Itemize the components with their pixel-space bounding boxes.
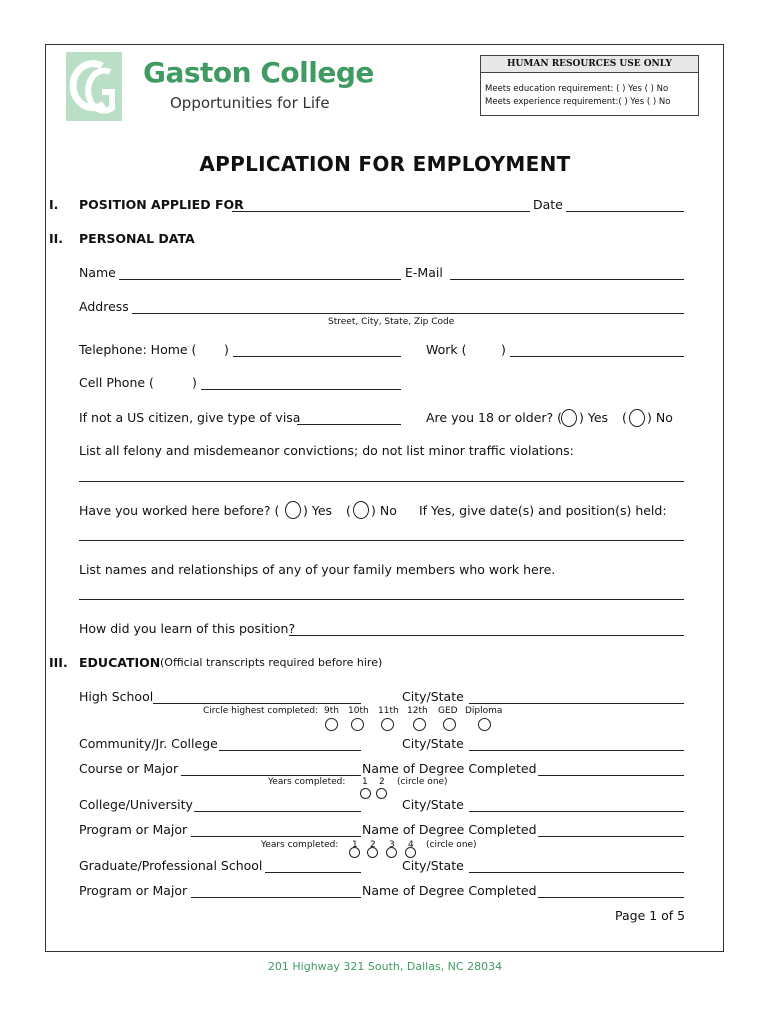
hr-use-only-box — [480, 55, 699, 116]
date-field[interactable] — [566, 211, 684, 212]
prior-employment-field[interactable] — [79, 540, 684, 541]
date-label: Date — [533, 197, 563, 212]
cell-phone-label: Cell Phone ( — [79, 375, 154, 390]
graduate-school-label: Graduate/Professional School — [79, 858, 263, 873]
high-school-field[interactable] — [153, 703, 361, 704]
univ-year-4-radio[interactable] — [405, 847, 416, 858]
grade-12th-radio[interactable] — [413, 718, 426, 731]
grade-11th-label: 11th — [378, 706, 399, 716]
email-label: E-Mail — [405, 265, 443, 280]
univ-year-1-radio[interactable] — [349, 847, 360, 858]
page-number: Page 1 of 5 — [615, 908, 686, 923]
personal-data-label: PERSONAL DATA — [79, 231, 195, 246]
cc-year-2-label: 2 — [379, 777, 385, 787]
age-no-open-paren: ( — [622, 410, 627, 425]
univ-year-2-label: 2 — [370, 840, 376, 850]
page-border — [45, 44, 724, 952]
univ-year-2-radio[interactable] — [367, 847, 378, 858]
worked-no-label: ) No — [371, 503, 397, 518]
univ-year-1-label: 1 — [352, 840, 358, 850]
cc-year-2-radio[interactable] — [376, 788, 387, 799]
grade-10th-label: 10th — [348, 706, 369, 716]
felony-label: List all felony and misdemeanor convictions; do not list minor traffic violations: — [79, 443, 574, 458]
circle-highest-label: Circle highest completed: — [203, 706, 319, 716]
course-major-field[interactable] — [181, 775, 361, 776]
grad-program-major-label: Program or Major — [79, 883, 188, 898]
cell-phone-field[interactable] — [201, 389, 401, 390]
grade-11th-radio[interactable] — [381, 718, 394, 731]
program-major-label: Program or Major — [79, 822, 188, 837]
univ-year-3-label: 3 — [389, 840, 395, 850]
section-2-number: II. — [49, 231, 64, 246]
work-phone-close-paren: ) — [501, 342, 506, 357]
univ-year-4-label: 4 — [408, 840, 414, 850]
age-no-radio[interactable] — [629, 409, 645, 427]
cc-years-label: Years completed: — [268, 777, 346, 787]
work-phone-field[interactable] — [510, 356, 684, 357]
grade-diploma-label: Diploma — [465, 706, 503, 716]
learn-position-label: How did you learn of this position? — [79, 621, 296, 636]
form-title: APPLICATION FOR EMPLOYMENT — [199, 152, 571, 176]
family-members-field[interactable] — [79, 599, 684, 600]
college-university-label: College/University — [79, 797, 193, 812]
grade-ged-radio[interactable] — [443, 718, 456, 731]
age-question: Are you 18 or older? ( — [426, 410, 563, 425]
position-applied-field[interactable] — [232, 211, 530, 212]
grade-10th-radio[interactable] — [351, 718, 364, 731]
cc-degree-label: Name of Degree Completed — [362, 761, 537, 776]
family-members-label: List names and relationships of any of your family members who work here. — [79, 562, 556, 577]
graduate-city-field[interactable] — [469, 872, 684, 873]
hr-experience-line: Meets experience requirement:( ) Yes ( ) No — [485, 97, 671, 107]
grade-ged-label: GED — [438, 706, 458, 716]
community-city-label: City/State — [402, 736, 464, 751]
felony-field[interactable] — [79, 481, 684, 482]
cc-degree-field[interactable] — [538, 775, 684, 776]
name-field[interactable] — [119, 279, 401, 280]
high-school-city-label: City/State — [402, 689, 464, 704]
worked-yes-label: ) Yes — [303, 503, 333, 518]
address-hint: Street, City, State, Zip Code — [328, 317, 455, 327]
cc-year-1-label: 1 — [362, 777, 368, 787]
visa-field[interactable] — [297, 424, 401, 425]
hr-education-line: Meets education requirement: ( ) Yes ( ) No — [485, 84, 669, 94]
cc-circle-one: (circle one) — [397, 777, 448, 787]
college-logo — [66, 52, 122, 121]
footer-address: 201 Highway 321 South, Dallas, NC 28034 — [267, 960, 503, 973]
position-applied-label: POSITION APPLIED FOR — [79, 197, 244, 212]
grad-degree-field[interactable] — [538, 897, 684, 898]
community-college-field[interactable] — [219, 750, 361, 751]
learn-position-field[interactable] — [289, 635, 684, 636]
section-1-number: I. — [49, 197, 59, 212]
home-phone-close-paren: ) — [224, 342, 229, 357]
cell-phone-close-paren: ) — [192, 375, 197, 390]
cc-year-1-radio[interactable] — [360, 788, 371, 799]
worked-before-question: Have you worked here before? ( — [79, 503, 280, 518]
section-3-number: III. — [49, 655, 68, 670]
name-label: Name — [79, 265, 116, 280]
worked-no-open-paren: ( — [346, 503, 351, 518]
high-school-label: High School — [79, 689, 154, 704]
grade-9th-radio[interactable] — [325, 718, 338, 731]
transcripts-note: (Official transcripts required before hire) — [160, 656, 383, 669]
college-name: Gaston College — [143, 56, 374, 89]
work-phone-label: Work ( — [426, 342, 467, 357]
college-city-label: City/State — [402, 797, 464, 812]
age-yes-label: ) Yes — [579, 410, 609, 425]
visa-label: If not a US citizen, give type of visa — [79, 410, 301, 425]
graduate-school-field[interactable] — [265, 872, 361, 873]
program-major-field[interactable] — [191, 836, 361, 837]
community-city-field[interactable] — [469, 750, 684, 751]
grad-degree-label: Name of Degree Completed — [362, 883, 537, 898]
univ-year-3-radio[interactable] — [386, 847, 397, 858]
worked-yes-radio[interactable] — [285, 501, 301, 519]
email-field[interactable] — [450, 279, 684, 280]
address-field[interactable] — [132, 313, 684, 314]
univ-circle-one: (circle one) — [426, 840, 477, 850]
grade-9th-label: 9th — [324, 706, 339, 716]
community-college-label: Community/Jr. College — [79, 736, 218, 751]
college-tagline: Opportunities for Life — [170, 94, 330, 112]
grade-diploma-radio[interactable] — [478, 718, 491, 731]
high-school-city-field[interactable] — [469, 703, 684, 704]
univ-years-label: Years completed: — [261, 840, 339, 850]
address-label: Address — [79, 299, 129, 314]
univ-degree-label: Name of Degree Completed — [362, 822, 537, 837]
college-city-field[interactable] — [469, 811, 684, 812]
age-yes-radio[interactable] — [561, 409, 577, 427]
univ-degree-field[interactable] — [538, 836, 684, 837]
hr-box-title: HUMAN RESOURCES USE ONLY — [481, 56, 698, 73]
worked-no-radio[interactable] — [353, 501, 369, 519]
college-university-field[interactable] — [194, 811, 361, 812]
graduate-city-label: City/State — [402, 858, 464, 873]
age-no-label: ) No — [647, 410, 673, 425]
home-phone-field[interactable] — [233, 356, 401, 357]
education-label: EDUCATION — [79, 655, 161, 670]
if-yes-label: If Yes, give date(s) and position(s) held: — [419, 503, 667, 518]
grade-12th-label: 12th — [407, 706, 428, 716]
home-phone-label: Telephone: Home ( — [79, 342, 197, 357]
grad-program-major-field[interactable] — [191, 897, 361, 898]
course-major-label: Course or Major — [79, 761, 179, 776]
